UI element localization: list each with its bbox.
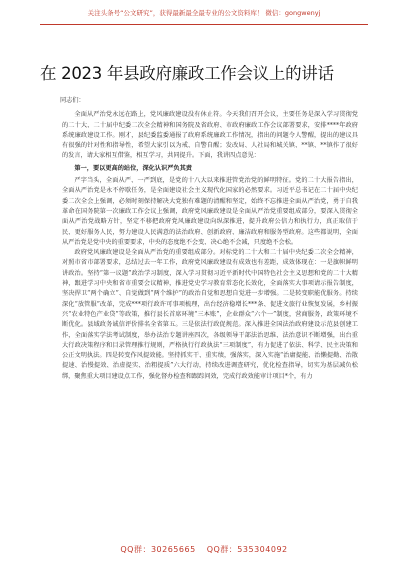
paragraph-intro: 全面从严治党永远在路上，党风廉政建设没有休止符。今天我们召开会议，主要任务是深入学习贯彻党的二十大、二十届中纪委二次全会精神和国务院及省政府、市政府廉政工作会议部署要求，安排****年政府系统廉政建设工作。刚才，县纪委监委通报了政府系统廉政工作情况，指出的问题令人警醒，提出的建议具有很强的针对性和指导性，希望大家引以为戒、自警自醒；发改局、人社局和城关镇、**镇、**镇作了很好的发言，请大家相互借鉴，相互学习，共同提升。下面，我讲四点意见： — [62, 111, 358, 160]
salutation: 同志们： — [60, 97, 85, 104]
top-banner: 关注头条号“公文研究”，获得最新最全最专业的公文资料库！ 微信：gongwenyj — [87, 9, 321, 17]
top-divider — [40, 24, 368, 25]
paragraph-2: 严字当头，全面从严、一严到底，是党的十八大以来推进管党治党的鲜明特征。党的二十大报告指出，全面从严治党是永不停歇任务，是全面建设社会主义现代化国家的必然要求。习近平总书记在二十届中央纪委二次全会上强调，必须时刻保持解决大党独有难题的清醒和坚定，始终不忘推进全面从严治党，勇于自我革命在国务院第一次廉政工作会议上强调，政府党风廉政建设是全面从严治党重要组成部分，要深入贯彻全面从严治党战略方针，坚定不移把政府党风廉政建设向纵深推进，提升政府公信力和执行力，真正取信于民、更好服务人民，努力建设人民满意的法治政府、创新政府、廉洁政府和服务型政府。这些都说明，全面从严治党是党中央的重要要求，中央的态度绝不会变、决心绝不会减，只度绝不会松。 — [62, 177, 358, 246]
footer-contacts — [40, 544, 368, 555]
footer-qq-2: QQ群：535304092 — [206, 545, 288, 554]
section-heading-1: 第一，要以更高的站位，深化认识严负其责 — [74, 164, 192, 172]
paragraph-3: 政府党风廉政建设是全面从严治党的重要组成部分。对标党的二十大和二十届中央纪委二次全会精神，对照市省市部署要求，总结过去一年工作，政府党风廉政建设有成效也有差距，成效体现在：一是旗帜鲜明讲政治。坚持“第一议题”政治学习制度，深入学习贯彻习近平新时代中国特色社会主义思想和党的二十大精神，跟进学习中央和省市重要会议精神，推进党史学习教育常态化长效化，全面落实大事项请示报告制度，坚决捍卫“两个确立”、自觉做到“两个维护”的政治自觉和思想自觉进一步增强。二是转变职能优服务。持续深化“放管服”改革，完成***项行政许可事项梳理，出台经济稳增长***条、促进文旅行业恢复发展，乡村振兴“农业特色产业贷”等政策，推行县长首席环境“三本账”，企业群众“六个一”制度，营商服务，政策环境不断优化。县域政务诚信评价排名全省第五。三是依法行政促规范。深入推进全国法治政府建设示范县创建工作，全面落实学法考试制度，举办法治专题讲座四次，各级领导干部法治思维、法治意识不断增强，出台重大行政决策程序和目录管理推行规则，严格执行行政执法“三项制度”，有力促进了依法、科学、民主决策和公正文明执法。四是转变作风提效能。坚持抓实干、重实绩，强落实，深入实施“治庸提能、治懒提勤、治散提速、治慢提效、治虚提实、治粗提质”六大行动，持续改进调查研究，优化检查指导，切实为基层减负松绑，聚焦重大项目建设点工作，强化督办检查和跟踪问效，完成行政效能审计项目*个，有力 — [62, 249, 358, 380]
document-title: 在 2023 年县政府廉政工作会议上的讲话 — [40, 64, 334, 83]
footer-qq-1: QQ群：30265665 — [120, 545, 196, 554]
document-body — [62, 96, 358, 382]
